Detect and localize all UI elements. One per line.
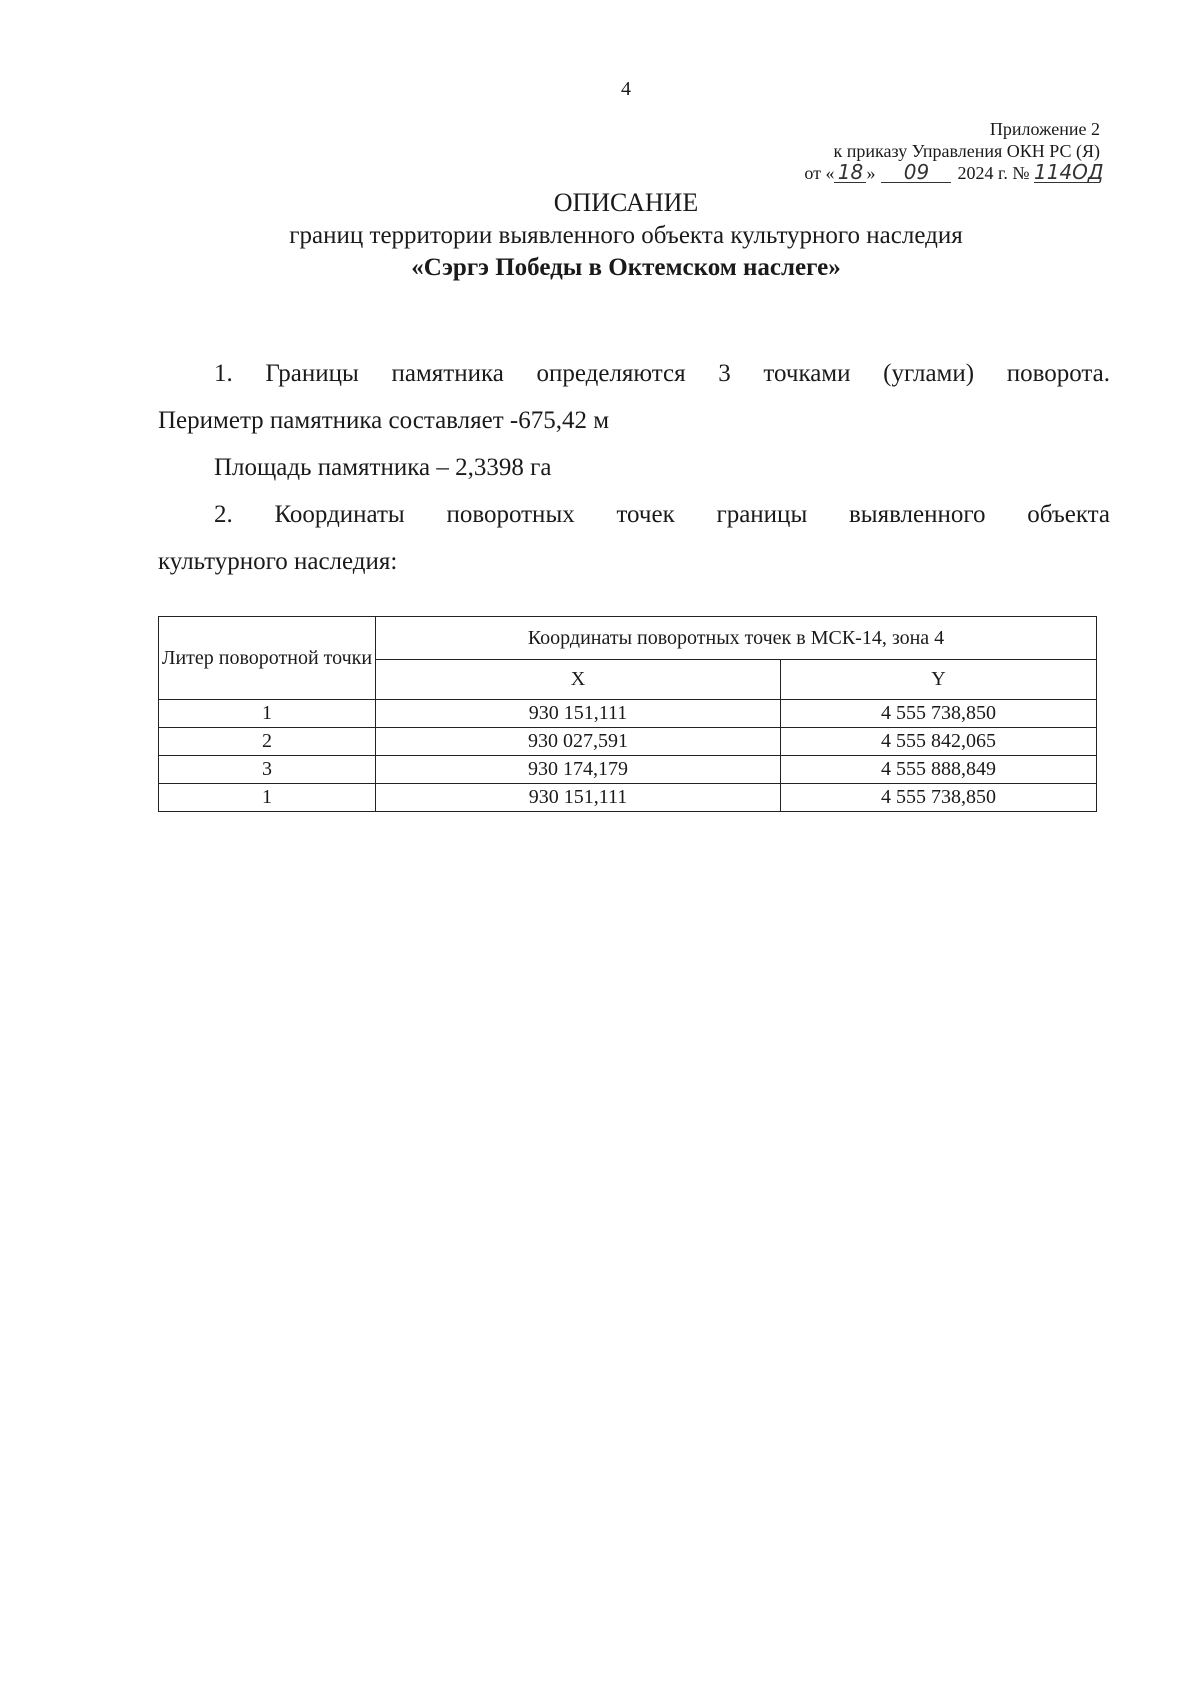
cell-point: 1 <box>159 700 376 728</box>
document-title: ОПИСАНИЕ <box>553 188 699 217</box>
handwritten-day: 18 <box>834 162 866 183</box>
coordinates-table <box>158 616 1097 812</box>
appendix-date-line <box>804 160 1104 184</box>
table-row <box>159 784 1097 812</box>
area-line: Площадь памятника – 2,3398 га <box>214 454 552 481</box>
cell-x: 930 151,111 <box>376 700 781 728</box>
cell-x: 930 174,179 <box>376 756 781 784</box>
cell-y: 4 555 842,065 <box>781 728 1097 756</box>
paragraph-2-line-1: 2. Координаты поворотных точек границы выявленного объекта <box>214 501 1110 528</box>
cell-x: 930 151,111 <box>376 784 781 812</box>
appendix-header <box>804 118 1104 184</box>
date-prefix: от « <box>804 163 835 183</box>
header-point-letter: Литер поворотной точки <box>159 617 376 700</box>
appendix-label: Приложение 2 <box>989 119 1100 139</box>
object-name: «Сэргэ Победы в Октемском наслеге» <box>411 254 841 281</box>
cell-x: 930 027,591 <box>376 728 781 756</box>
table-row <box>159 700 1097 728</box>
handwritten-order-number: 114ОД <box>1034 160 1104 184</box>
header-coordinates-group: Координаты поворотных точек в МСК-14, зона 4 <box>376 617 1097 660</box>
paragraph-1-line-1: 1. Границы памятника определяются 3 точками (углами) поворота. <box>214 360 1110 387</box>
table-row <box>159 756 1097 784</box>
cell-y: 4 555 888,849 <box>781 756 1097 784</box>
table-row <box>159 728 1097 756</box>
paragraph-1-line-2: Периметр памятника составляет -675,42 м <box>158 407 610 434</box>
cell-point: 1 <box>159 784 376 812</box>
cell-y: 4 555 738,850 <box>781 700 1097 728</box>
date-year: 2024 г. № <box>957 163 1030 183</box>
handwritten-month: 09 <box>881 162 951 183</box>
paragraph-2-line-2: культурного наследия: <box>158 548 398 575</box>
date-mid: » <box>866 163 876 183</box>
cell-y: 4 555 738,850 <box>781 784 1097 812</box>
header-x: X <box>376 660 781 700</box>
document-subtitle: границ территории выявленного объекта культурного наследия <box>289 222 963 249</box>
page-number: 4 <box>621 78 631 100</box>
appendix-order-ref: к приказу Управления ОКН РС (Я) <box>833 141 1100 161</box>
cell-point: 2 <box>159 728 376 756</box>
cell-point: 3 <box>159 756 376 784</box>
header-y: Y <box>781 660 1097 700</box>
